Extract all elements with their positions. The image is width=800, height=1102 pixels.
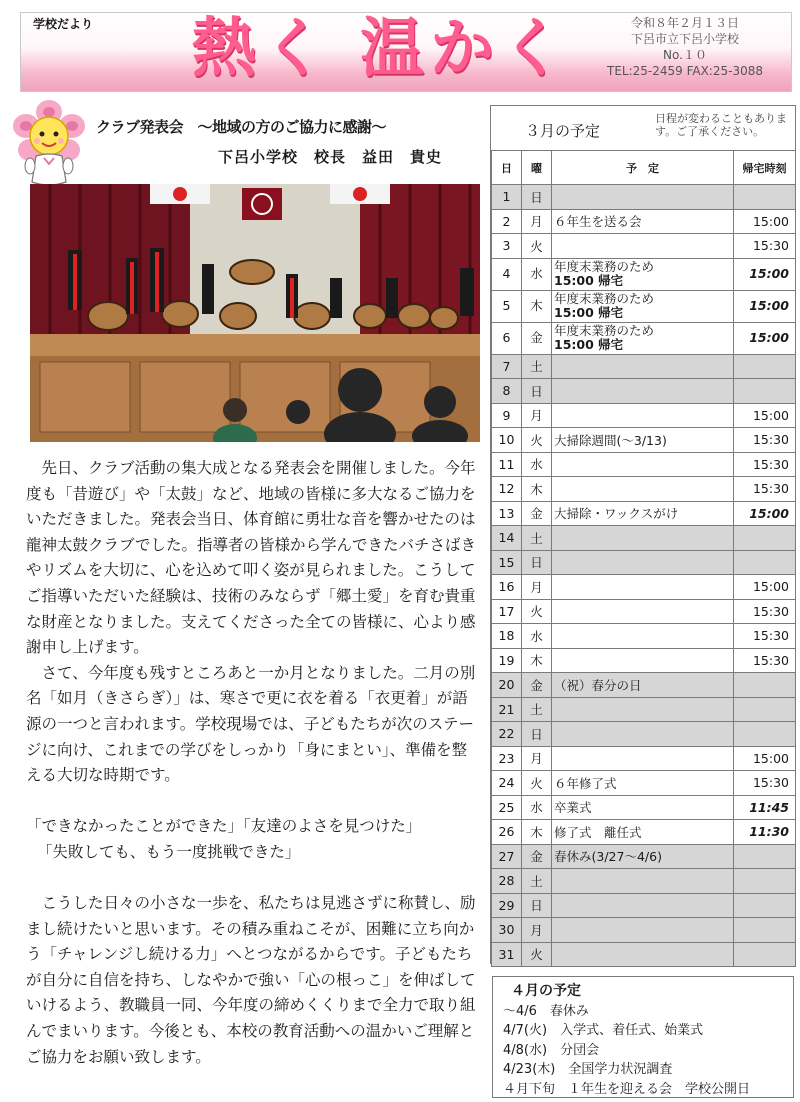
schedule-event-subtext: 15:00 帰宅 [554, 305, 624, 320]
schedule-weekday: 土 [522, 526, 552, 551]
schedule-day: 18 [492, 624, 522, 649]
schedule-day: 6 [492, 322, 522, 354]
schedule-weekday: 月 [522, 209, 552, 234]
schedule-event [552, 258, 734, 290]
schedule-event-text: 年度末業務のため [554, 323, 655, 338]
schedule-event [552, 185, 734, 210]
schedule-return-time: 15:00 [734, 290, 796, 322]
schedule-day: 24 [492, 771, 522, 796]
quote-line: 「できなかったことができた」「友達のよさを見つけた」 [26, 817, 422, 836]
schedule-event-text: 大掃除週間(～3/13) [554, 432, 667, 448]
schedule-day: 31 [492, 942, 522, 967]
schedule-return-time [734, 379, 796, 404]
schedule-title: ３月の予定 [525, 122, 601, 140]
schedule-weekday: 月 [522, 746, 552, 771]
mascot-illustration [8, 98, 90, 190]
schedule-event [552, 746, 734, 771]
schedule-row [492, 869, 796, 894]
april-title: ４月の予定 [511, 983, 581, 999]
april-schedule [492, 976, 794, 1098]
march-schedule [490, 105, 796, 964]
schedule-weekday: 火 [522, 234, 552, 259]
schedule-return-time [734, 185, 796, 210]
schedule-row [492, 697, 796, 722]
schedule-event [552, 820, 734, 845]
schedule-row [492, 795, 796, 820]
mascot-body [32, 154, 66, 185]
schedule-row [492, 893, 796, 918]
taiko-performance-photo [30, 184, 480, 442]
schedule-event [552, 550, 734, 575]
schedule-day: 9 [492, 403, 522, 428]
schedule-event [552, 918, 734, 943]
schedule-row [492, 234, 796, 259]
april-item: 4/8(水) 分団会 [503, 1042, 600, 1058]
schedule-event [552, 624, 734, 649]
schedule-event [552, 477, 734, 502]
schedule-weekday: 日 [522, 379, 552, 404]
column-header: 日 [492, 151, 522, 185]
schedule-day: 12 [492, 477, 522, 502]
schedule-event [552, 354, 734, 379]
schedule-day: 8 [492, 379, 522, 404]
schedule-event [552, 844, 734, 869]
schedule-weekday: 火 [522, 771, 552, 796]
schedule-return-time: 15:30 [734, 624, 796, 649]
schedule-row [492, 185, 796, 210]
column-header: 曜 [522, 151, 552, 185]
schedule-return-time: 15:30 [734, 648, 796, 673]
schedule-day: 26 [492, 820, 522, 845]
schedule-return-time [734, 893, 796, 918]
schedule-day: 13 [492, 501, 522, 526]
schedule-row [492, 575, 796, 600]
article-paragraph: 先日、クラブ活動の集大成となる発表会を開催しました。今年度も「昔遊び」や「太鼓」など、地域の皆様に多大なるご協力をいただきました。発表会当日、体育館に勇壮な音を響かせたのは龍神太鼓クラブでした。指導者の皆様から学んできたバチさばきやリズムを大切に、心を込めて叩く姿が見られました。こうしてご指導いただいた経験は、技術のみならず「郷土愛」を育む貴重な財産となりました。支えてくださった全ての皆様に、心より感謝申し上げます。 [26, 459, 476, 657]
schedule-event-text: 春休み(3/27～4/6) [554, 849, 662, 865]
schedule-row [492, 550, 796, 575]
quote-line: 「失敗しても、もう一度挑戦できた」 [36, 842, 301, 861]
schedule-row [492, 526, 796, 551]
schedule-return-time: 15:00 [734, 575, 796, 600]
schedule-day: 10 [492, 428, 522, 453]
schedule-day: 5 [492, 290, 522, 322]
schedule-weekday: 水 [522, 452, 552, 477]
schedule-event-text: （祝）春分の日 [554, 677, 642, 693]
schedule-event [552, 722, 734, 747]
school-name: 下呂市立下呂小学校 [630, 32, 739, 46]
schedule-day: 4 [492, 258, 522, 290]
schedule-return-time: 15:30 [734, 599, 796, 624]
schedule-day: 17 [492, 599, 522, 624]
schedule-row [492, 501, 796, 526]
schedule-weekday: 土 [522, 697, 552, 722]
schedule-weekday: 日 [522, 722, 552, 747]
mascot-face [30, 117, 68, 155]
schedule-weekday: 火 [522, 599, 552, 624]
schedule-return-time: 15:00 [734, 746, 796, 771]
schedule-row [492, 209, 796, 234]
schedule-weekday: 日 [522, 185, 552, 210]
schedule-row [492, 771, 796, 796]
schedule-weekday: 木 [522, 477, 552, 502]
schedule-weekday: 水 [522, 624, 552, 649]
schedule-day: 28 [492, 869, 522, 894]
schedule-return-time [734, 354, 796, 379]
schedule-return-time [734, 918, 796, 943]
schedule-event [552, 428, 734, 453]
april-item: 4/23(木) 全国学力状況調査 [503, 1062, 673, 1077]
schedule-event-subtext: 15:00 帰宅 [554, 273, 624, 288]
schedule-event-text: 修了式 離任式 [554, 824, 642, 840]
schedule-return-time [734, 869, 796, 894]
schedule-return-time: 15:30 [734, 234, 796, 259]
schedule-event [552, 403, 734, 428]
schedule-weekday: 日 [522, 550, 552, 575]
newsletter-label: 学校だより [33, 17, 94, 31]
schedule-weekday: 水 [522, 258, 552, 290]
schedule-day: 20 [492, 673, 522, 698]
schedule-day: 23 [492, 746, 522, 771]
schedule-event-text: ６年修了式 [554, 775, 617, 791]
schedule-weekday: 土 [522, 869, 552, 894]
schedule-event [552, 697, 734, 722]
schedule-day: 27 [492, 844, 522, 869]
schedule-row [492, 918, 796, 943]
column-header: 予 定 [552, 151, 734, 185]
schedule-row [492, 844, 796, 869]
schedule-return-time [734, 697, 796, 722]
column-header: 帰宅時刻 [734, 151, 796, 185]
schedule-event-text: 大掃除・ワックスがけ [554, 506, 679, 522]
schedule-row [492, 452, 796, 477]
schedule-event [552, 322, 734, 354]
article-body [26, 456, 476, 1070]
schedule-header [491, 106, 795, 151]
newsletter-header [20, 12, 792, 92]
issue-number: No.１０ [663, 48, 707, 62]
schedule-weekday: 木 [522, 290, 552, 322]
article-title: クラブ発表会 ～地域の方のご協力に感謝～ [96, 118, 387, 136]
schedule-return-time [734, 942, 796, 967]
schedule-day: 30 [492, 918, 522, 943]
schedule-return-time: 15:00 [734, 258, 796, 290]
schedule-row [492, 624, 796, 649]
schedule-event [552, 795, 734, 820]
schedule-weekday: 木 [522, 648, 552, 673]
schedule-event [552, 648, 734, 673]
schedule-event-text: ６年生を送る会 [554, 214, 642, 230]
schedule-weekday: 金 [522, 673, 552, 698]
schedule-weekday: 月 [522, 918, 552, 943]
schedule-return-time: 11:30 [734, 820, 796, 845]
schedule-day: 1 [492, 185, 522, 210]
schedule-return-time: 15:00 [734, 403, 796, 428]
schedule-weekday: 金 [522, 322, 552, 354]
schedule-return-time: 15:00 [734, 322, 796, 354]
schedule-weekday: 月 [522, 575, 552, 600]
schedule-event [552, 501, 734, 526]
schedule-row [492, 403, 796, 428]
schedule-day: 15 [492, 550, 522, 575]
schedule-weekday: 金 [522, 844, 552, 869]
schedule-return-time: 15:00 [734, 501, 796, 526]
schedule-return-time: 11:45 [734, 795, 796, 820]
schedule-row [492, 322, 796, 354]
schedule-event [552, 379, 734, 404]
schedule-day: 21 [492, 697, 522, 722]
schedule-row [492, 290, 796, 322]
schedule-column-headers [492, 151, 796, 185]
schedule-weekday: 火 [522, 942, 552, 967]
schedule-event-text: 年度末業務のため [554, 259, 655, 274]
schedule-row [492, 942, 796, 967]
article-paragraph: さて、今年度も残すところあと一か月となりました。二月の別名「如月（きさらぎ）」は、寒さで更に衣を着る「衣更着」が語源の一つと言われます。学校現場では、子どもたちが次のステージに向け、これまでの学びをしっかり「身にまとい」、準備を整える大切な時期です。 [26, 663, 476, 785]
schedule-event [552, 452, 734, 477]
header-info [607, 15, 763, 79]
schedule-return-time [734, 722, 796, 747]
issue-date: 令和８年２月１３日 [630, 16, 739, 30]
schedule-return-time [734, 526, 796, 551]
schedule-day: 7 [492, 354, 522, 379]
schedule-day: 14 [492, 526, 522, 551]
schedule-note: 日程が変わることもあります。ご了承ください。 [655, 112, 787, 138]
schedule-day: 29 [492, 893, 522, 918]
schedule-row [492, 746, 796, 771]
schedule-event-subtext: 15:00 帰宅 [554, 337, 624, 352]
schedule-return-time [734, 550, 796, 575]
schedule-day: 16 [492, 575, 522, 600]
schedule-event [552, 290, 734, 322]
schedule-event [552, 673, 734, 698]
schedule-weekday: 土 [522, 354, 552, 379]
schedule-day: 2 [492, 209, 522, 234]
april-item: 4/7(火) 入学式、着任式、始業式 [503, 1023, 704, 1038]
schedule-day: 25 [492, 795, 522, 820]
schedule-weekday: 月 [522, 403, 552, 428]
schedule-event [552, 893, 734, 918]
schedule-event [552, 599, 734, 624]
article-author: 下呂小学校 校長 益田 貴史 [218, 148, 443, 166]
schedule-weekday: 水 [522, 795, 552, 820]
schedule-row [492, 820, 796, 845]
schedule-event [552, 771, 734, 796]
schedule-event [552, 209, 734, 234]
schedule-table [491, 150, 796, 967]
schedule-weekday: 金 [522, 501, 552, 526]
schedule-row [492, 379, 796, 404]
schedule-row [492, 722, 796, 747]
schedule-return-time [734, 844, 796, 869]
schedule-return-time: 15:30 [734, 428, 796, 453]
schedule-event [552, 526, 734, 551]
schedule-weekday: 火 [522, 428, 552, 453]
schedule-return-time [734, 673, 796, 698]
schedule-return-time: 15:30 [734, 477, 796, 502]
schedule-event [552, 869, 734, 894]
schedule-row [492, 428, 796, 453]
schedule-row [492, 258, 796, 290]
schedule-event-text: 年度末業務のため [554, 291, 655, 306]
newsletter-title: 熱く 温かく [191, 12, 571, 86]
schedule-day: 22 [492, 722, 522, 747]
schedule-row [492, 599, 796, 624]
schedule-row [492, 648, 796, 673]
schedule-return-time: 15:30 [734, 771, 796, 796]
schedule-row [492, 354, 796, 379]
april-item: ～4/6 春休み [503, 1003, 589, 1019]
schedule-event [552, 234, 734, 259]
schedule-event [552, 942, 734, 967]
schedule-event-text: 卒業式 [554, 800, 592, 816]
april-item: ４月下旬 １年生を迎える会 学校公開日 [503, 1081, 751, 1097]
schedule-row [492, 673, 796, 698]
schedule-return-time: 15:30 [734, 452, 796, 477]
schedule-day: 3 [492, 234, 522, 259]
schedule-weekday: 木 [522, 820, 552, 845]
schedule-return-time: 15:00 [734, 209, 796, 234]
schedule-event [552, 575, 734, 600]
schedule-weekday: 日 [522, 893, 552, 918]
schedule-row [492, 477, 796, 502]
schedule-day: 11 [492, 452, 522, 477]
article-paragraph: こうした日々の小さな一歩を、私たちは見逃さずに称賛し、励まし続けたいと思います。その積み重ねこそが、困難に立ち向かう「チャレンジし続ける力」へとつながるからです。子どもたちが自分に自信を持ち、しなやかで強い「心の根っこ」を伸ばしていけるよう、教職員一同、今年度の締めくくりまで全力で取り組んでまいります。今後とも、本校の教育活動への温かいご理解とご協力をお願い致します。 [26, 894, 476, 1066]
schedule-day: 19 [492, 648, 522, 673]
contact-info: TEL:25-2459 FAX:25-3088 [606, 64, 763, 78]
